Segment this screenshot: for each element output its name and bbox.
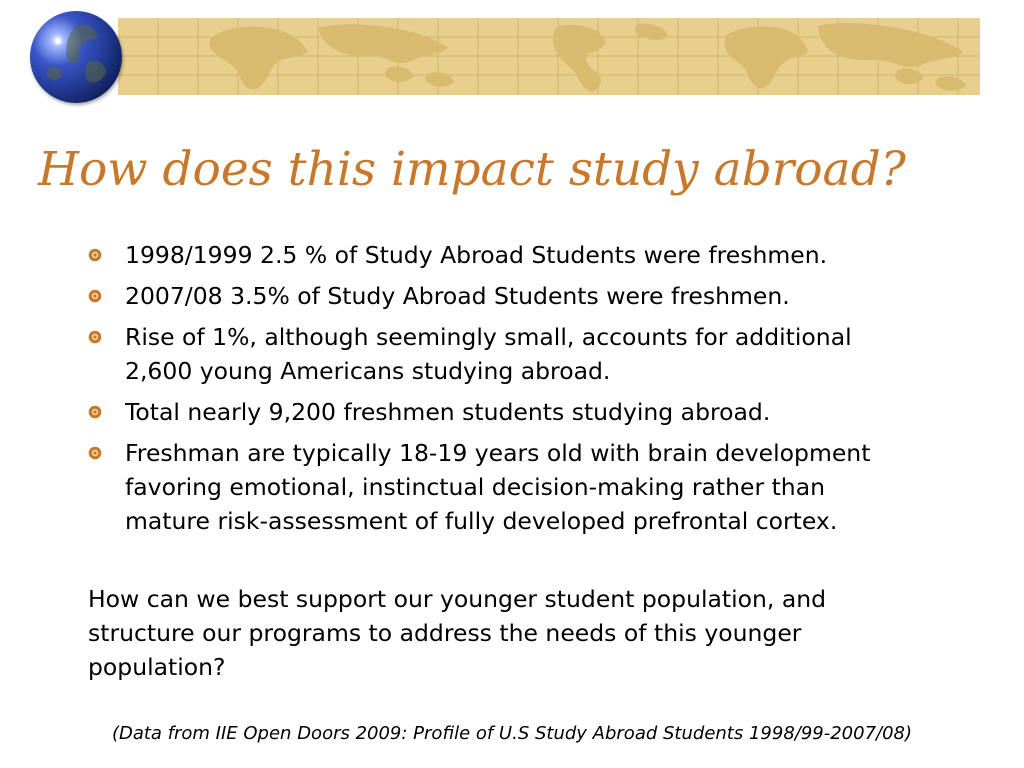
bullet-line: Total nearly 9,200 freshmen students studying abroad. — [125, 398, 771, 426]
bullet-text — [125, 320, 988, 388]
bullet-line: 2,600 young Americans studying abroad. — [125, 357, 611, 385]
globe-continents — [30, 11, 122, 103]
question-line: structure our programs to address the needs of this younger — [88, 619, 802, 647]
bullet-text — [125, 279, 988, 313]
bullet-line: mature risk-assessment of fully developed prefrontal cortex. — [125, 507, 838, 535]
bullet-line: Rise of 1%, although seemingly small, accounts for additional — [125, 323, 852, 351]
bullet-line: favoring emotional, instinctual decision-making rather than — [125, 473, 825, 501]
sun-bullet-icon — [88, 289, 102, 303]
world-map-image — [118, 18, 980, 95]
question-line: How can we best support our younger student population, and — [88, 585, 827, 613]
bullet-list — [88, 238, 988, 545]
source-citation: (Data from IIE Open Doors 2009: Profile of U.S Study Abroad Students 1998/99-2007/08) — [111, 723, 913, 744]
bullet-text — [125, 238, 988, 272]
bullet-item — [88, 320, 988, 388]
sun-bullet-icon — [88, 248, 102, 262]
bullet-item — [88, 436, 988, 538]
bullet-text — [125, 436, 988, 538]
bullet-item — [88, 238, 988, 272]
bullet-line: Freshman are typically 18-19 years old with brain development — [125, 439, 871, 467]
slide-title: How does this impact study abroad? — [38, 142, 906, 197]
bullet-item — [88, 279, 988, 313]
bullet-line: 2007/08 3.5% of Study Abroad Students were freshmen. — [125, 282, 790, 310]
sun-bullet-icon — [88, 330, 102, 344]
bullet-line: 1998/1999 2.5 % of Study Abroad Students were freshmen. — [125, 241, 828, 269]
globe-icon — [30, 11, 122, 103]
bullet-text — [125, 395, 988, 429]
sun-bullet-icon — [88, 446, 102, 460]
sun-bullet-icon — [88, 405, 102, 419]
world-map-banner — [118, 18, 980, 95]
discussion-question — [88, 582, 948, 684]
question-line: population? — [88, 653, 226, 681]
bullet-item — [88, 395, 988, 429]
